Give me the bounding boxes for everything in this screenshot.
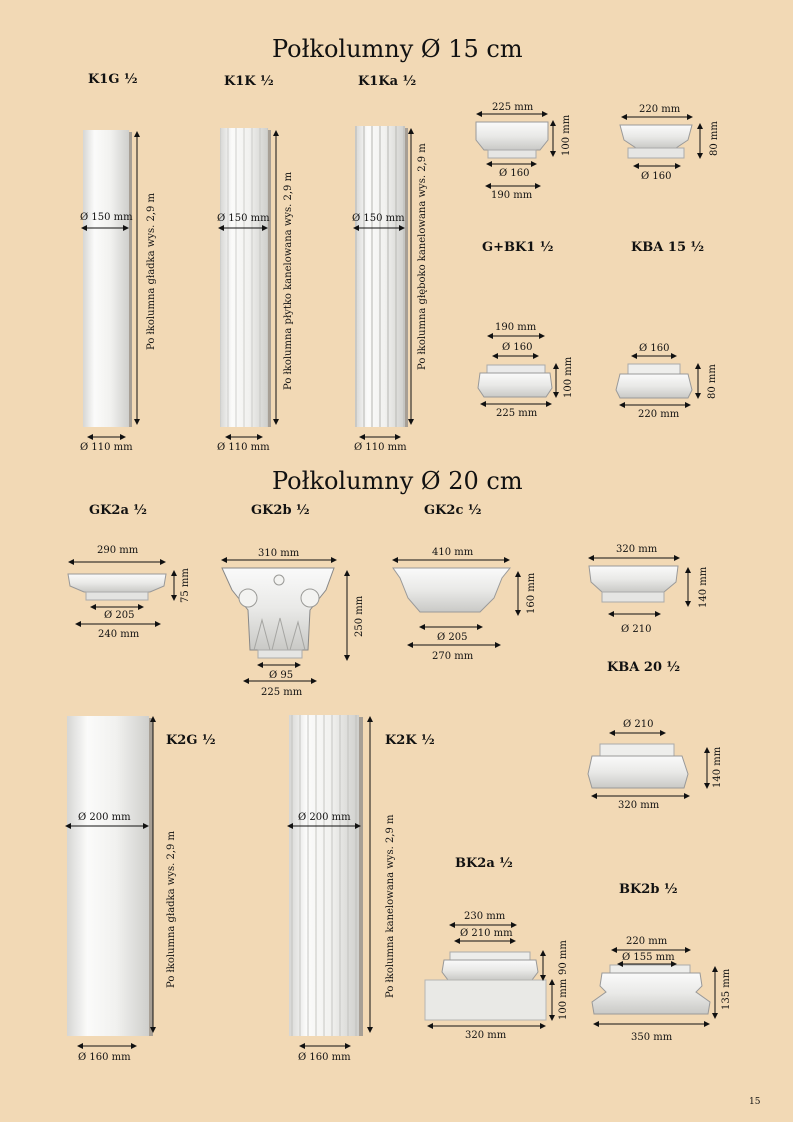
dim-cap20-height: 140 mm xyxy=(698,566,709,608)
code-gbk1: G+BK1 ½ xyxy=(482,240,554,255)
dim-cap2-top: 220 mm xyxy=(639,104,681,115)
code-bk2a: BK2a ½ xyxy=(455,856,513,871)
dim-cap1-height: 100 mm xyxy=(561,114,572,156)
dim-bk2a-top: 230 mm xyxy=(464,911,506,922)
dim-gk2b-height: 250 mm xyxy=(354,595,365,637)
dim-cap1-inner: Ø 160 xyxy=(499,168,530,179)
dim-gbk1-top: 190 mm xyxy=(495,322,537,333)
dim-kba15-height: 80 mm xyxy=(707,364,718,399)
dim-cap20-top: 320 mm xyxy=(616,544,658,555)
dim-k2g-height: Po łkolumna gładka wys. 2,9 m xyxy=(166,830,177,988)
dim-bk2a-inner: Ø 210 mm xyxy=(460,928,513,939)
dim-bk2b-inner: Ø 155 mm xyxy=(622,952,675,963)
dim-cap2-inner: Ø 160 xyxy=(641,171,672,182)
dim-gk2b-bottom: 225 mm xyxy=(261,687,303,698)
dim-k2g-diameter: Ø 200 mm xyxy=(78,812,131,823)
column-k1g-image xyxy=(83,130,129,427)
dim-k1g-diameter: Ø 150 mm xyxy=(80,212,133,223)
dim-kba20-inner: Ø 210 xyxy=(623,719,654,730)
dim-gk2a-height: 75 mm xyxy=(180,568,191,603)
dim-kba20-bottom: 320 mm xyxy=(618,800,660,811)
dim-k2k-height: Po łkolumna kanelowana wys. 2,9 m xyxy=(385,814,396,998)
dim-bk2a-h1: 90 mm xyxy=(558,940,569,975)
dim-kba15-inner: Ø 160 xyxy=(639,343,670,354)
dim-cap20-inner: Ø 210 xyxy=(621,624,652,635)
dim-k1g-height: Po łkolumna gładka wys. 2,9 m xyxy=(146,192,157,350)
code-kba20: KBA 20 ½ xyxy=(607,660,681,675)
dim-kba20-height: 140 mm xyxy=(712,746,723,788)
code-bk2b: BK2b ½ xyxy=(619,882,678,897)
dim-gk2b-top: 310 mm xyxy=(258,548,300,559)
code-gk2a: GK2a ½ xyxy=(89,503,147,518)
code-k1k: K1K ½ xyxy=(224,74,274,89)
page-number: 15 xyxy=(749,1097,761,1107)
dim-gk2c-height: 160 mm xyxy=(526,572,537,614)
dim-k1k-height: Po łkolumna płytko kanelowana wys. 2,9 m xyxy=(283,171,294,390)
dim-k1g-base: Ø 110 mm xyxy=(80,442,133,453)
dim-bk2a-bottom: 320 mm xyxy=(465,1030,507,1041)
dim-k1k-diameter: Ø 150 mm xyxy=(217,213,270,224)
dim-gk2c-inner: Ø 205 xyxy=(437,632,468,643)
dim-k1ka-diameter: Ø 150 mm xyxy=(352,213,405,224)
dim-cap1-top: 225 mm xyxy=(492,102,534,113)
code-k2g: K2G ½ xyxy=(166,733,216,748)
dim-k2k-base: Ø 160 mm xyxy=(298,1052,351,1063)
dim-k2k-diameter: Ø 200 mm xyxy=(298,812,351,823)
column-k2g-image xyxy=(67,716,149,1036)
dim-gk2c-top: 410 mm xyxy=(432,547,474,558)
dim-gk2c-bottom: 270 mm xyxy=(432,651,474,662)
dim-gbk1-bottom: 225 mm xyxy=(496,408,538,419)
code-k2k: K2K ½ xyxy=(385,733,435,748)
dim-cap1-bottom: 190 mm xyxy=(491,190,533,201)
dim-gk2b-inner: Ø 95 xyxy=(269,670,294,681)
dim-gbk1-height: 100 mm xyxy=(563,356,574,398)
dim-kba15-bottom: 220 mm xyxy=(638,409,680,420)
dim-k1ka-height: Po łkolumna głęboko kanelowana wys. 2,9 m xyxy=(417,143,428,370)
dim-gbk1-inner: Ø 160 xyxy=(502,342,533,353)
dim-bk2b-height: 135 mm xyxy=(721,968,732,1010)
dim-gk2a-bottom: 240 mm xyxy=(98,629,140,640)
code-gk2b: GK2b ½ xyxy=(251,503,310,518)
code-kba15: KBA 15 ½ xyxy=(631,240,705,255)
section-title-15cm: Połkolumny Ø 15 cm xyxy=(272,35,523,63)
dim-k1ka-base: Ø 110 mm xyxy=(354,442,407,453)
dim-k1k-base: Ø 110 mm xyxy=(217,442,270,453)
section-title-20cm: Połkolumny Ø 20 cm xyxy=(272,467,523,495)
dim-cap2-height: 80 mm xyxy=(709,121,720,156)
dim-bk2b-top: 220 mm xyxy=(626,936,668,947)
code-k1ka: K1Ka ½ xyxy=(358,74,417,89)
code-gk2c: GK2c ½ xyxy=(424,503,482,518)
dim-gk2a-top: 290 mm xyxy=(97,545,139,556)
dim-bk2a-h2: 100 mm xyxy=(558,978,569,1020)
dim-bk2b-bottom: 350 mm xyxy=(631,1032,673,1043)
code-k1g: K1G ½ xyxy=(88,72,138,87)
dim-k2g-base: Ø 160 mm xyxy=(78,1052,131,1063)
dim-gk2a-inner: Ø 205 xyxy=(104,610,135,621)
